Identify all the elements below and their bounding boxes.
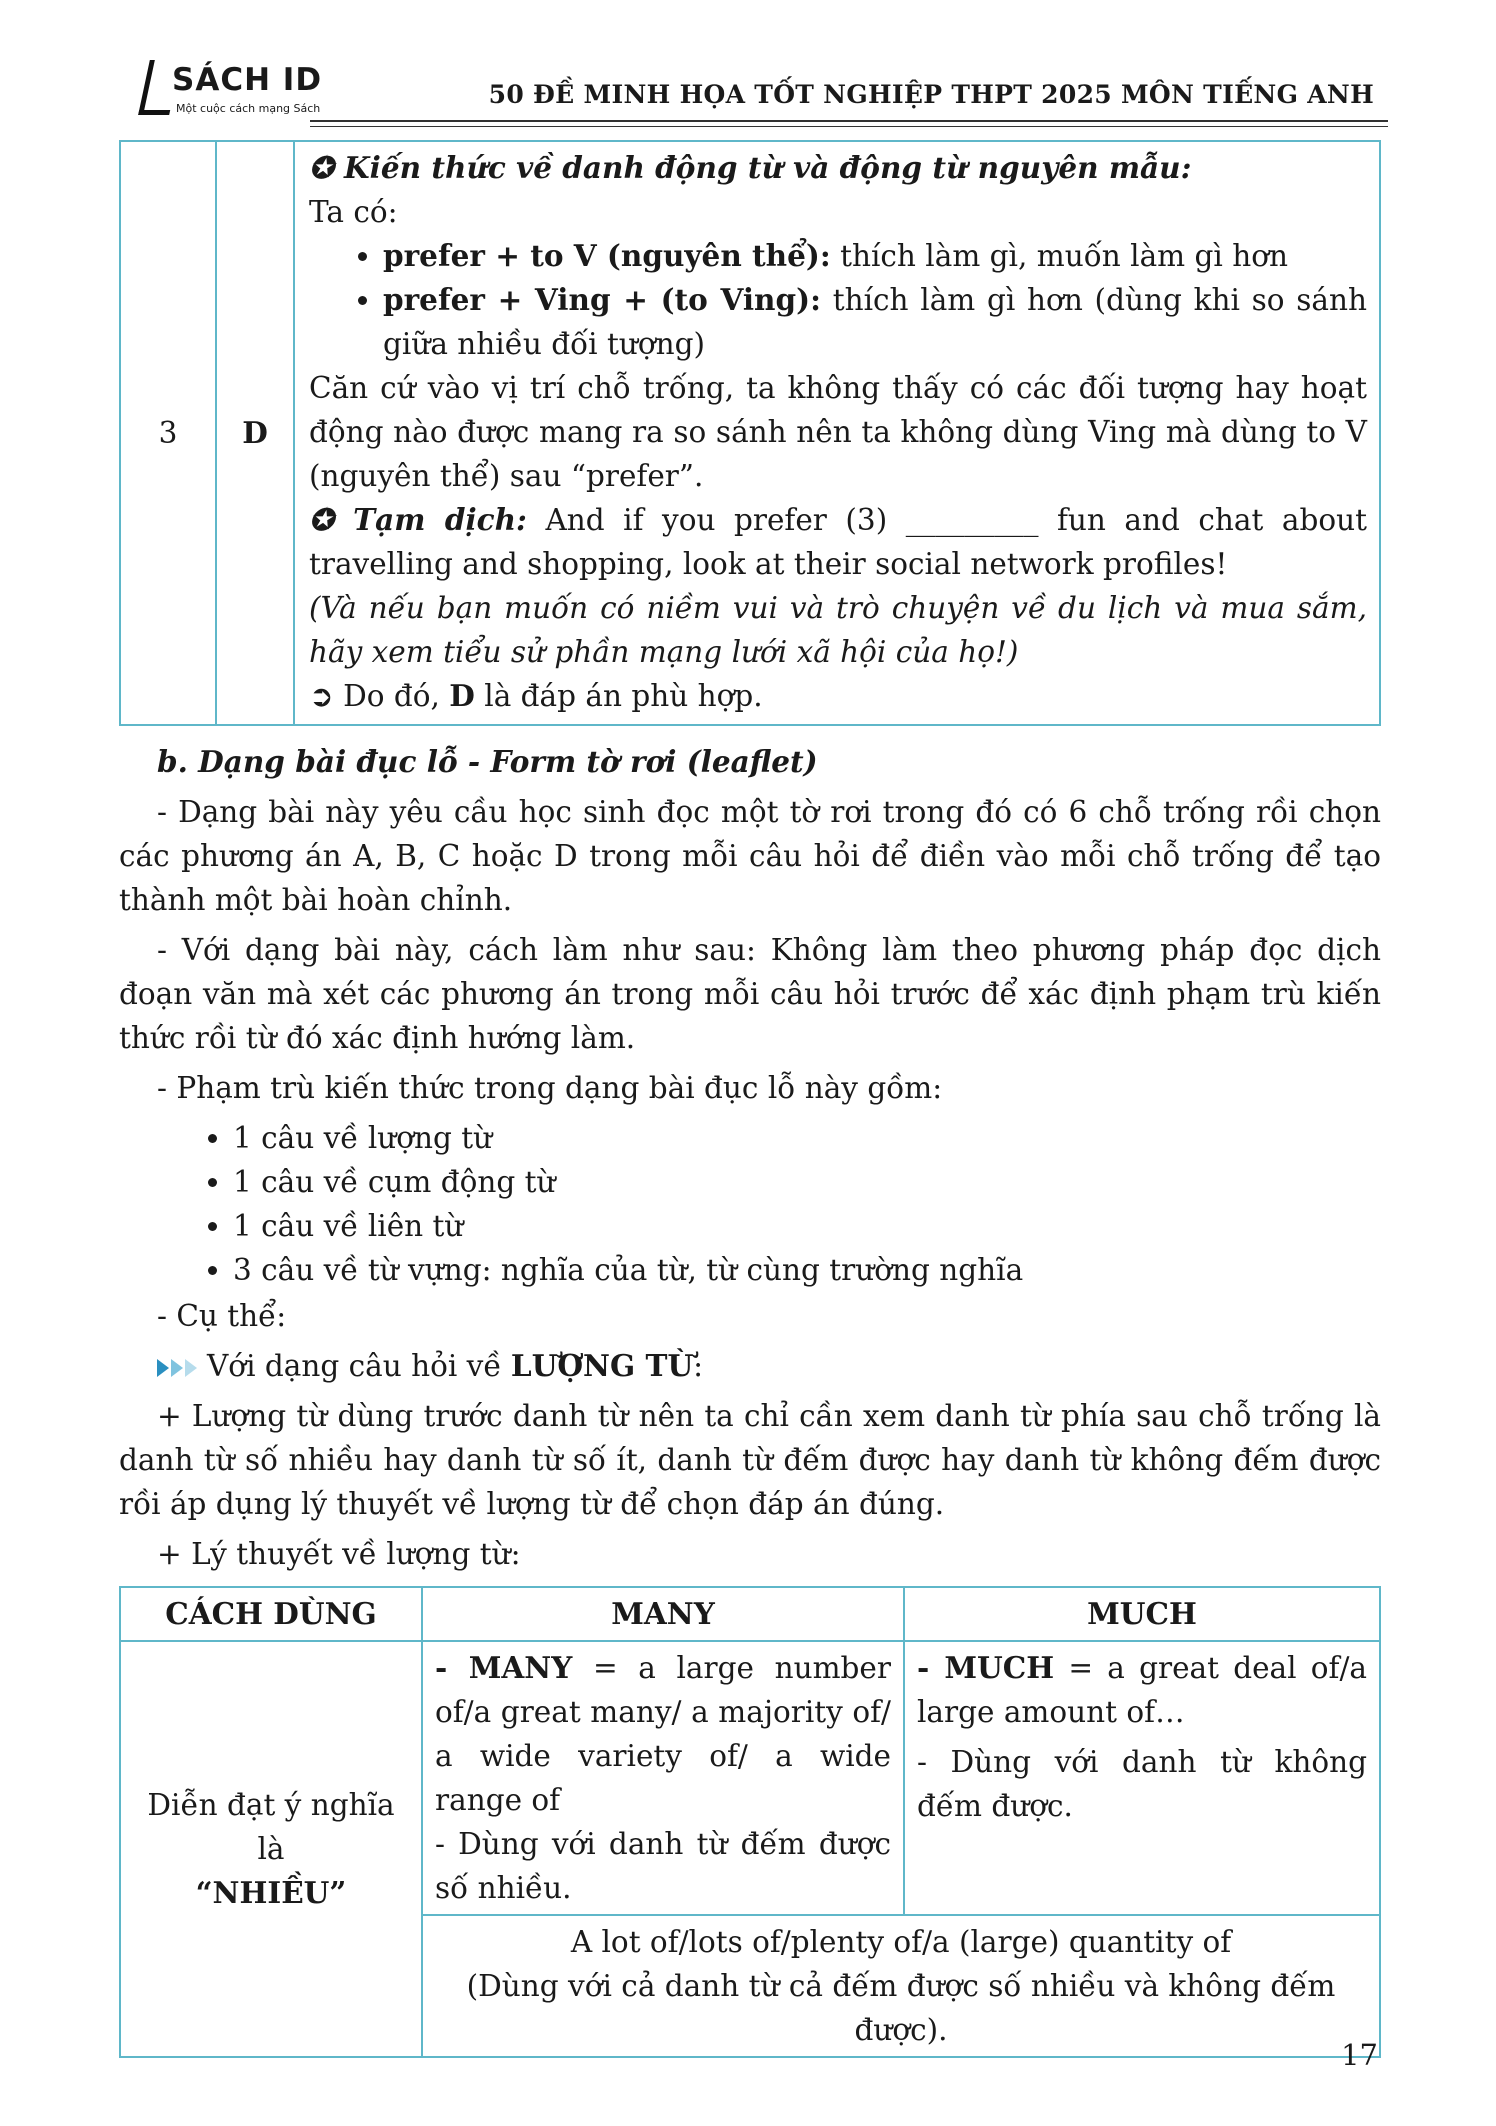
list-item: • 1 câu về lượng từ [233, 1116, 1381, 1160]
section-title: b. Dạng bài đục lỗ - Form tờ rơi (leaflet) [157, 744, 818, 779]
list-item: • 1 câu về liên từ [233, 1204, 1381, 1248]
list-item: • 3 câu về từ vựng: nghĩa của từ, từ cùng trường nghĩa [233, 1248, 1381, 1292]
quantifier-table [119, 1586, 1381, 2058]
translation-vi: (Và nếu bạn muốn có niềm vui và trò chuyện về du lịch và mua sắm, hãy xem tiểu sử phần mạng lưới xã hội của họ!) [309, 591, 1367, 669]
answer-letter: D [216, 141, 294, 725]
rule-list [309, 234, 1367, 366]
many-cell [422, 1641, 904, 1915]
reasoning-text: Căn cứ vào vị trí chỗ trống, ta không thấy có các đối tượng hay hoạt động nào được mang ra so sánh nên ta không dùng Ving mà dùng to V (nguyên thể) sau “prefer”. [309, 371, 1367, 493]
table-row [120, 1641, 1380, 1915]
conclusion-suffix: là đáp án phù hợp. [474, 679, 763, 713]
usage-cell [120, 1641, 422, 2057]
explanation-cell [294, 141, 1380, 725]
rule-item [383, 278, 1367, 366]
rule-text: thích làm gì, muốn làm gì hơn [830, 239, 1288, 273]
translation-label: ✪ Tạm dịch: [309, 502, 527, 537]
quantifier-bold: LƯỢNG TỪ [510, 1348, 694, 1383]
rule-text: thích làm gì hơn (dùng khi so sánh giữa nhiều đối tượng) [383, 283, 1367, 361]
logo-tagline: Một cuộc cách mạng Sách [176, 102, 321, 115]
chevron-arrow-icon [157, 1359, 199, 1377]
many-rest: = a large number of/a great many/ a majority of/ a wide variety of/ a wide range of [435, 1651, 891, 1817]
column-header: CÁCH DÙNG [120, 1587, 422, 1641]
page-content [119, 140, 1381, 2058]
category-list [119, 1116, 1381, 1292]
much-rest: = a great deal of/a large amount of… [917, 1651, 1368, 1729]
page-number: 17 [1341, 2038, 1378, 2072]
knowledge-heading: ✪ Kiến thức về danh động từ và động từ nguyên mẫu: [309, 150, 1192, 185]
translation-en: And if you prefer (3) _________ fun and chat about travelling and shopping, look at their social network profiles! [309, 503, 1367, 581]
much-note: - Dùng với danh từ không đếm được. [917, 1745, 1367, 1823]
paragraph: - Phạm trù kiến thức trong dạng bài đục lỗ này gồm: [157, 1071, 943, 1105]
quantifier-intro: Với dạng câu hỏi về [207, 1349, 511, 1383]
conclusion [309, 674, 1367, 718]
answer-row [120, 141, 1380, 725]
page-header [140, 52, 1388, 142]
paragraph: - Dạng bài này yêu cầu học sinh đọc một tờ rơi trong đó có 6 chỗ trống rồi chọn các phương án A, B, C hoặc D trong mỗi câu hỏi để điền vào mỗi chỗ trống để tạo thành một bài hoàn chỉnh. [119, 795, 1381, 917]
many-note: - Dùng với danh từ đếm được số nhiều. [435, 1827, 891, 1905]
rule-bold: prefer + Ving + (to Ving): [383, 282, 821, 317]
specific-label: - Cụ thể: [157, 1299, 287, 1333]
much-bold: - MUCH [917, 1650, 1055, 1685]
question-number: 3 [120, 141, 216, 725]
usage-text: Diễn đạt ý nghĩa là [147, 1788, 395, 1866]
usage-bold: “NHIỀU” [195, 1875, 347, 1910]
table-header-row [120, 1587, 1380, 1641]
paragraph: - Với dạng bài này, cách làm như sau: Không làm theo phương pháp đọc dịch đoạn văn mà xét các phương án trong mỗi câu hỏi trước để xác định phạm trù kiến thức rồi từ đó xác định hướng làm. [119, 933, 1381, 1055]
rule-item [383, 234, 1367, 278]
answer-table [119, 140, 1381, 726]
conclusion-answer: D [449, 678, 475, 713]
paragraph: + Lượng từ dùng trước danh từ nên ta chỉ cần xem danh từ phía sau chỗ trống là danh từ số nhiều hay danh từ số ít, danh từ đếm được hay danh từ không đếm được rồi áp dụng lý thuyết về lượng từ để chọn đáp án đúng. [119, 1399, 1381, 1521]
quantifier-end: : [693, 1349, 704, 1383]
both-line1: A lot of/lots of/plenty of/a (large) quantity of [570, 1925, 1232, 1959]
both-line2: (Dùng với cả danh từ cả đếm được số nhiều và không đếm được). [466, 1969, 1336, 2047]
header-rule [310, 120, 1388, 122]
much-cell [904, 1641, 1380, 1915]
list-item: • 1 câu về cụm động từ [233, 1160, 1381, 1204]
translation [309, 498, 1367, 586]
both-cell [422, 1915, 1380, 2057]
column-header: MUCH [904, 1587, 1380, 1641]
header-title: 50 ĐỀ MINH HỌA TỐT NGHIỆP THPT 2025 MÔN TIẾNG ANH [488, 80, 1374, 109]
conclusion-prefix: ➲ Do đó, [309, 679, 450, 713]
rule-bold: prefer + to V (nguyên thể): [383, 238, 831, 273]
header-rule-thin [310, 126, 1388, 127]
many-bold: - MANY [435, 1650, 573, 1685]
column-header: MANY [422, 1587, 904, 1641]
logo-title: SÁCH ID [172, 62, 323, 98]
intro-text: Ta có: [309, 195, 398, 229]
quantifier-heading [157, 1344, 1381, 1388]
paragraph: + Lý thuyết về lượng từ: [157, 1537, 521, 1571]
